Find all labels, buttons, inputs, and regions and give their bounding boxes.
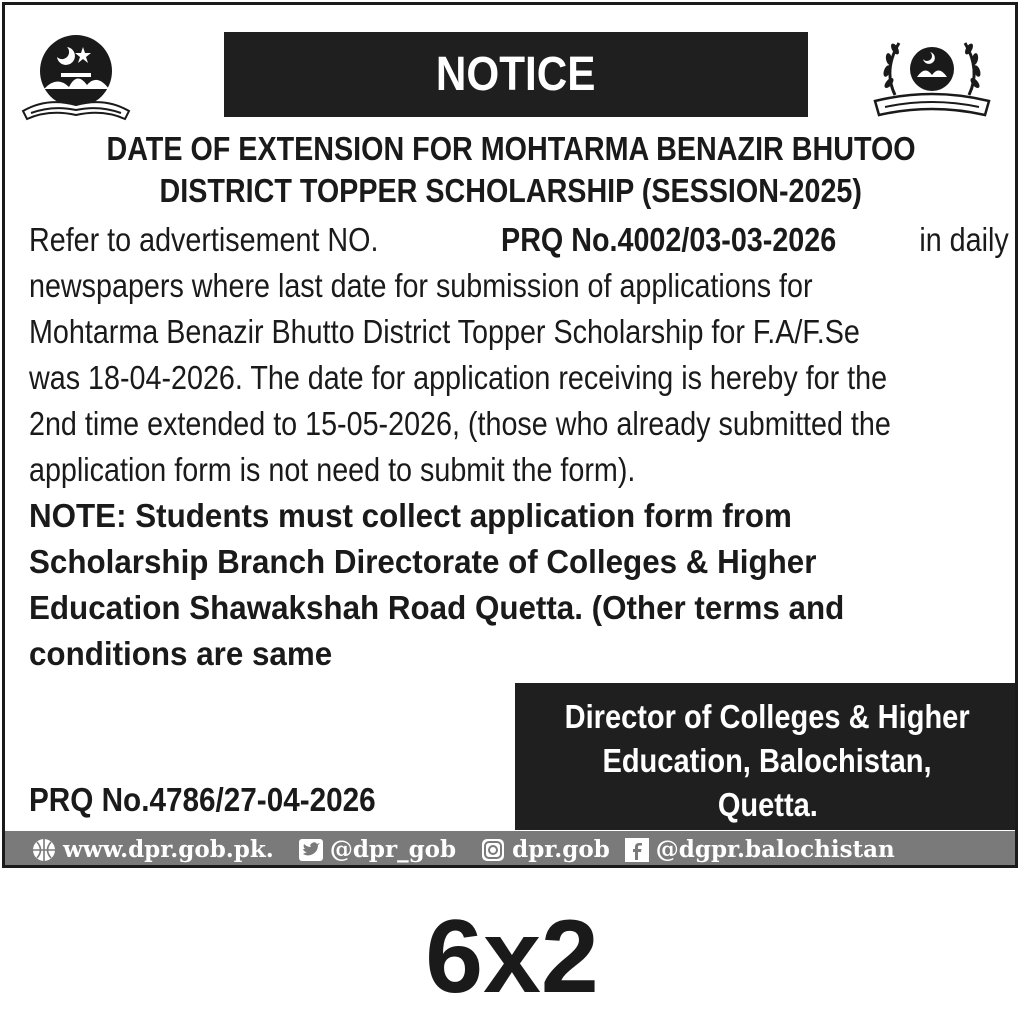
body-line: Mohtarma Benazir Bhutto District Topper Scholarship for F.A/F.Se	[29, 313, 860, 350]
notice-frame	[2, 2, 1018, 868]
body-line: Refer to advertisement NO. PRQ No.4002/03-03-2026 in daily	[29, 221, 1009, 258]
balochistan-emblem-icon	[17, 27, 135, 127]
footer-website[interactable]: www.dpr.gob.pk.	[31, 836, 274, 863]
ad-size-label: 6x2	[425, 899, 599, 1015]
footer-instagram[interactable]: dpr.gob	[480, 836, 610, 863]
title-line-2: DISTRICT TOPPER SCHOLARSHIP (SESSION-2025)	[159, 172, 863, 209]
footer-bar	[5, 831, 1017, 868]
signature-block	[515, 683, 1018, 830]
footer-twitter[interactable]: @dpr_gob	[298, 836, 456, 863]
signature-line: Quetta.	[717, 786, 818, 823]
note-paragraph	[29, 493, 1009, 677]
body-paragraph	[29, 217, 1009, 493]
reference-number: PRQ No.4786/27-04-2026	[29, 781, 376, 818]
notice-heading: NOTICE	[436, 48, 596, 101]
notice-banner	[224, 32, 808, 117]
note-line: Scholarship Branch Directorate of Colleges & Higher	[29, 543, 817, 580]
footer-facebook[interactable]: @dgpr.balochistan	[624, 836, 895, 863]
facebook-icon	[624, 837, 650, 863]
dgpr-emblem-icon	[865, 25, 999, 125]
note-line: conditions are same	[29, 635, 333, 672]
globe-icon	[31, 837, 57, 863]
signature-line: Education, Balochistan,	[602, 742, 933, 779]
twitter-icon	[298, 837, 324, 863]
body-line: newspapers where last date for submission of applications for	[29, 267, 813, 304]
body-line: 2nd time extended to 15-05-2026, (those who already submitted the	[29, 405, 891, 442]
note-line: NOTE: Students must collect application form from	[29, 497, 792, 534]
body-line: was 18-04-2026. The date for application receiving is hereby for the	[29, 359, 888, 396]
title-line-1: DATE OF EXTENSION FOR MOHTARMA BENAZIR BHUTOO	[106, 130, 916, 167]
instagram-icon	[480, 837, 506, 863]
note-line: Education Shawakshah Road Quetta. (Other terms and	[29, 589, 845, 626]
signature-line: Director of Colleges & Higher	[564, 698, 971, 735]
body-line: application form is not need to submit the form).	[29, 451, 636, 488]
